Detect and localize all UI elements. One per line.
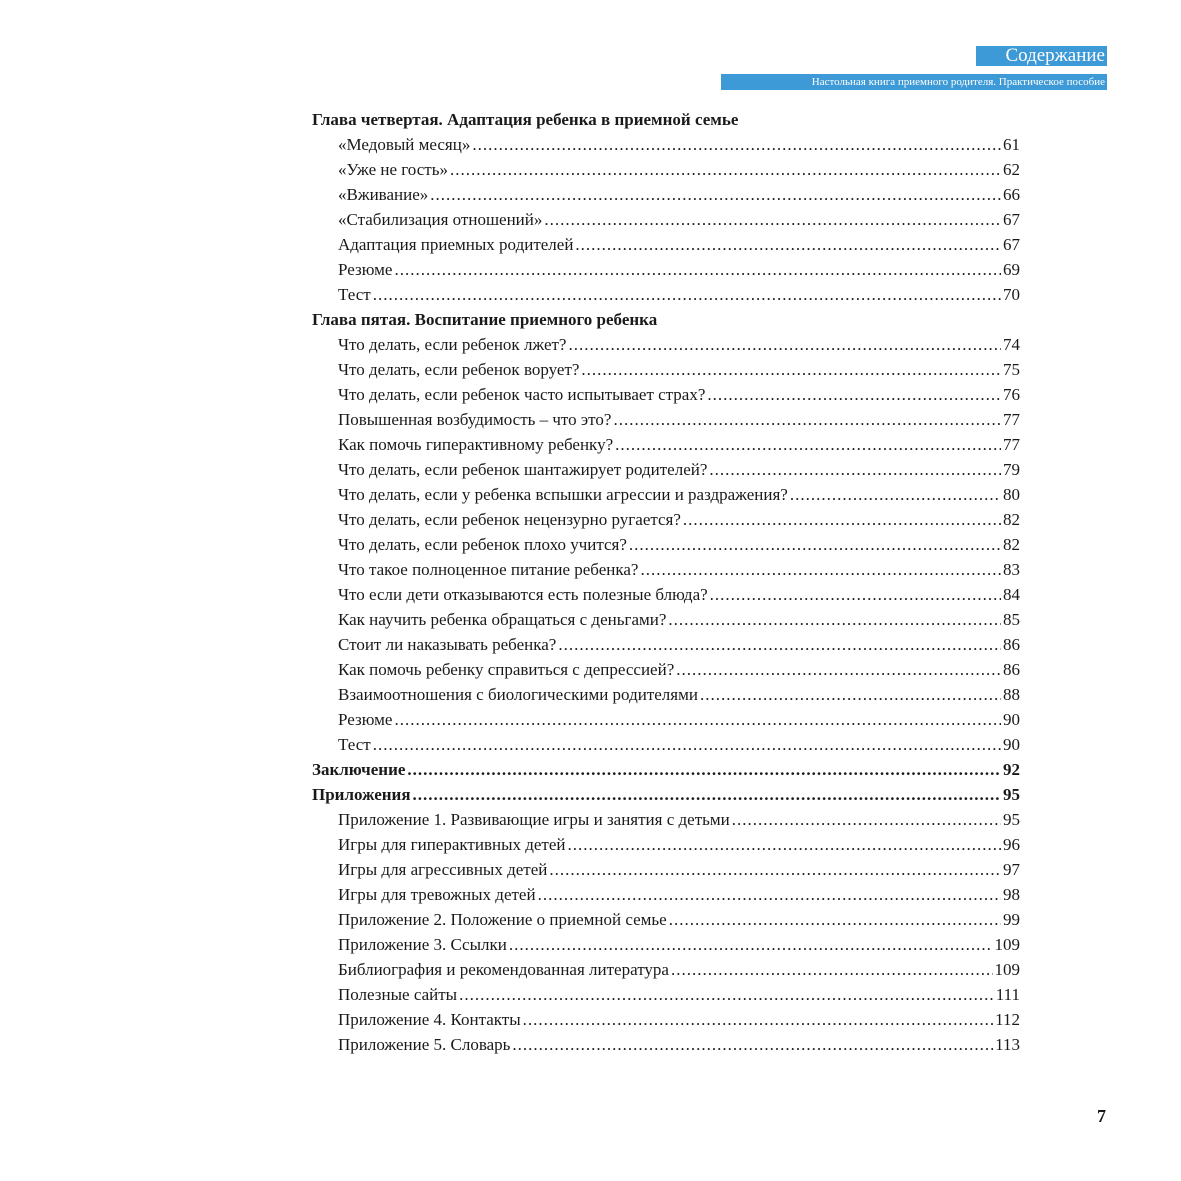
- toc-entry-page: 92: [1003, 760, 1020, 779]
- toc-entry[interactable]: [312, 1007, 1020, 1032]
- toc-entry[interactable]: [312, 182, 1020, 207]
- page-number: 7: [1097, 1106, 1106, 1126]
- toc-entry-page: 84: [1003, 585, 1020, 604]
- toc-entry-page: 66: [1003, 185, 1020, 204]
- toc-entry-label: Приложение 1. Развивающие игры и занятия с детьми: [338, 810, 730, 829]
- toc-entry[interactable]: [312, 857, 1020, 882]
- toc-entry-page: 67: [1003, 210, 1020, 229]
- dot-leader: [790, 482, 1001, 507]
- dot-leader: [538, 882, 1001, 907]
- toc-entry-label: Что такое полноценное питание ребенка?: [338, 560, 639, 579]
- toc-entry-label: Резюме: [338, 260, 393, 279]
- table-of-contents: [312, 107, 1020, 1057]
- toc-entry[interactable]: [312, 432, 1020, 457]
- toc-entry-page: 95: [1003, 785, 1020, 804]
- dot-leader: [509, 932, 993, 957]
- toc-entry-page: 77: [1003, 410, 1020, 429]
- dot-leader: [732, 807, 1001, 832]
- toc-entry[interactable]: [312, 257, 1020, 282]
- dot-leader: [568, 832, 1001, 857]
- dot-leader: [544, 207, 1001, 232]
- toc-entry-page: 86: [1003, 635, 1020, 654]
- dot-leader: [640, 557, 1001, 582]
- toc-entry-page: 62: [1003, 160, 1020, 179]
- toc-entry[interactable]: [312, 657, 1020, 682]
- toc-entry[interactable]: [312, 582, 1020, 607]
- dot-leader: [613, 407, 1001, 432]
- toc-entry-page: 70: [1003, 285, 1020, 304]
- toc-entry-page: 97: [1003, 860, 1020, 879]
- toc-entry-label: Что делать, если ребенок шантажирует родителей?: [338, 460, 708, 479]
- toc-entry-label: Библиография и рекомендованная литература: [338, 960, 669, 979]
- toc-entry-page: 83: [1003, 560, 1020, 579]
- dot-leader: [676, 657, 1001, 682]
- dot-leader: [413, 782, 1001, 807]
- dot-leader: [407, 757, 1001, 782]
- dot-leader: [629, 532, 1001, 557]
- toc-entry[interactable]: [312, 882, 1020, 907]
- dot-leader: [373, 732, 1001, 757]
- dot-leader: [710, 582, 1001, 607]
- dot-leader: [472, 132, 1001, 157]
- toc-entry[interactable]: [312, 282, 1020, 307]
- toc-entry-label: Заключение: [312, 760, 406, 779]
- toc-entry[interactable]: [312, 932, 1020, 957]
- toc-entry-page: 76: [1003, 385, 1020, 404]
- toc-entry-label: Игры для тревожных детей: [338, 885, 536, 904]
- dot-leader: [394, 257, 1001, 282]
- toc-entry-label: Тест: [338, 735, 371, 754]
- dot-leader: [683, 507, 1001, 532]
- toc-entry-label: Приложение 2. Положение о приемной семье: [338, 910, 667, 929]
- toc-entry[interactable]: [312, 482, 1020, 507]
- dot-leader: [430, 182, 1001, 207]
- toc-entry[interactable]: [312, 232, 1020, 257]
- toc-entry[interactable]: [312, 332, 1020, 357]
- toc-entry-label: Что делать, если ребенок лжет?: [338, 335, 567, 354]
- dot-leader: [523, 1007, 993, 1032]
- toc-entry[interactable]: [312, 407, 1020, 432]
- toc-entry-label: Стоит ли наказывать ребенка?: [338, 635, 557, 654]
- toc-entry[interactable]: [312, 807, 1020, 832]
- toc-entry-label: Приложение 4. Контакты: [338, 1010, 521, 1029]
- dot-leader: [512, 1032, 993, 1057]
- toc-entry-label: Как научить ребенка обращаться с деньгами?: [338, 610, 667, 629]
- toc-entry-page: 77: [1003, 435, 1020, 454]
- toc-entry-page: 113: [995, 1035, 1020, 1054]
- toc-entry[interactable]: [312, 907, 1020, 932]
- toc-entry-page: 109: [994, 935, 1020, 954]
- toc-entry-label: Как помочь ребенку справиться с депрессией?: [338, 660, 675, 679]
- toc-entry-label: Приложение 3. Ссылки: [338, 935, 507, 954]
- toc-entry[interactable]: [312, 557, 1020, 582]
- toc-entry-page: 75: [1003, 360, 1020, 379]
- toc-chapter-entry[interactable]: [312, 307, 1020, 332]
- toc-entry-label: Что делать, если ребенок часто испытывает страх?: [338, 385, 706, 404]
- toc-entry-label: «Стабилизация отношений»: [338, 210, 543, 229]
- toc-entry-label: Что делать, если ребенок нецензурно ругается?: [338, 510, 681, 529]
- toc-entry-page: 99: [1003, 910, 1020, 929]
- toc-entry-page: 67: [1003, 235, 1020, 254]
- dot-leader: [450, 157, 1001, 182]
- dot-leader: [668, 607, 1001, 632]
- toc-entry-page: 95: [1003, 810, 1020, 829]
- toc-chapter-entry[interactable]: [312, 757, 1020, 782]
- toc-entry-label: Игры для гиперактивных детей: [338, 835, 566, 854]
- toc-entry-label: Адаптация приемных родителей: [338, 235, 574, 254]
- toc-entry-label: Что делать, если ребенок ворует?: [338, 360, 580, 379]
- toc-entry-label: «Уже не гость»: [338, 160, 448, 179]
- toc-entry-label: «Медовый месяц»: [338, 135, 471, 154]
- toc-entry[interactable]: [312, 982, 1020, 1007]
- toc-entry-page: 109: [994, 960, 1020, 979]
- toc-entry-label: Что если дети отказываются есть полезные блюда?: [338, 585, 708, 604]
- dot-leader: [394, 707, 1001, 732]
- toc-entry-page: 86: [1003, 660, 1020, 679]
- toc-entry-page: 61: [1003, 135, 1020, 154]
- dot-leader: [671, 957, 993, 982]
- toc-entry-page: 88: [1003, 685, 1020, 704]
- toc-entry[interactable]: [312, 532, 1020, 557]
- toc-entry-label: Взаимоотношения с биологическими родителями: [338, 685, 698, 704]
- toc-entry-label: Что делать, если у ребенка вспышки агрессии и раздражения?: [338, 485, 788, 504]
- toc-chapter-entry[interactable]: [312, 107, 1020, 132]
- section-title: Содержание: [976, 46, 1107, 66]
- toc-entry-page: 90: [1003, 710, 1020, 729]
- toc-entry[interactable]: [312, 357, 1020, 382]
- toc-entry[interactable]: [312, 607, 1020, 632]
- dot-leader: [549, 857, 1001, 882]
- toc-entry[interactable]: [312, 832, 1020, 857]
- toc-entry[interactable]: [312, 1032, 1020, 1057]
- dot-leader: [581, 357, 1001, 382]
- toc-entry-label: Тест: [338, 285, 371, 304]
- toc-entry-page: 98: [1003, 885, 1020, 904]
- toc-entry-label: Приложение 5. Словарь: [338, 1035, 511, 1054]
- toc-entry[interactable]: [312, 157, 1020, 182]
- toc-entry-page: 85: [1003, 610, 1020, 629]
- toc-entry[interactable]: [312, 507, 1020, 532]
- dot-leader: [669, 907, 1001, 932]
- toc-entry-label: Глава пятая. Воспитание приемного ребенка: [312, 310, 658, 329]
- toc-chapter-entry[interactable]: [312, 782, 1020, 807]
- dot-leader: [459, 982, 994, 1007]
- toc-entry-page: 90: [1003, 735, 1020, 754]
- toc-entry[interactable]: [312, 457, 1020, 482]
- toc-entry-page: 111: [995, 985, 1020, 1004]
- dot-leader: [700, 682, 1001, 707]
- toc-entry[interactable]: [312, 707, 1020, 732]
- dot-leader: [373, 282, 1001, 307]
- toc-entry-label: Глава четвертая. Адаптация ребенка в приемной семье: [312, 110, 739, 129]
- toc-entry-label: Игры для агрессивных детей: [338, 860, 548, 879]
- toc-entry[interactable]: [312, 957, 1020, 982]
- toc-entry[interactable]: [312, 682, 1020, 707]
- dot-leader: [575, 232, 1001, 257]
- toc-entry-page: 82: [1003, 535, 1020, 554]
- toc-entry[interactable]: [312, 732, 1020, 757]
- toc-entry-label: Полезные сайты: [338, 985, 458, 1004]
- toc-entry-label: Приложения: [312, 785, 411, 804]
- dot-leader: [707, 382, 1001, 407]
- toc-entry-page: 74: [1003, 335, 1020, 354]
- toc-entry-page: 82: [1003, 510, 1020, 529]
- toc-entry-page: 112: [995, 1010, 1020, 1029]
- toc-entry-label: Резюме: [338, 710, 393, 729]
- dot-leader: [615, 432, 1001, 457]
- toc-entry[interactable]: [312, 207, 1020, 232]
- toc-entry-page: 79: [1003, 460, 1020, 479]
- toc-entry[interactable]: [312, 632, 1020, 657]
- toc-entry-page: 69: [1003, 260, 1020, 279]
- toc-entry-label: «Вживание»: [338, 185, 429, 204]
- toc-entry-page: 80: [1003, 485, 1020, 504]
- dot-leader: [568, 332, 1001, 357]
- toc-entry[interactable]: [312, 382, 1020, 407]
- toc-entry[interactable]: [312, 132, 1020, 157]
- dot-leader: [709, 457, 1001, 482]
- toc-entry-label: Что делать, если ребенок плохо учится?: [338, 535, 627, 554]
- toc-entry-page: 96: [1003, 835, 1020, 854]
- book-title-banner: Настольная книга приемного родителя. Практическое пособие: [721, 74, 1107, 90]
- toc-entry-label: Как помочь гиперактивному ребенку?: [338, 435, 614, 454]
- toc-entry-label: Повышенная возбудимость – что это?: [338, 410, 612, 429]
- dot-leader: [558, 632, 1001, 657]
